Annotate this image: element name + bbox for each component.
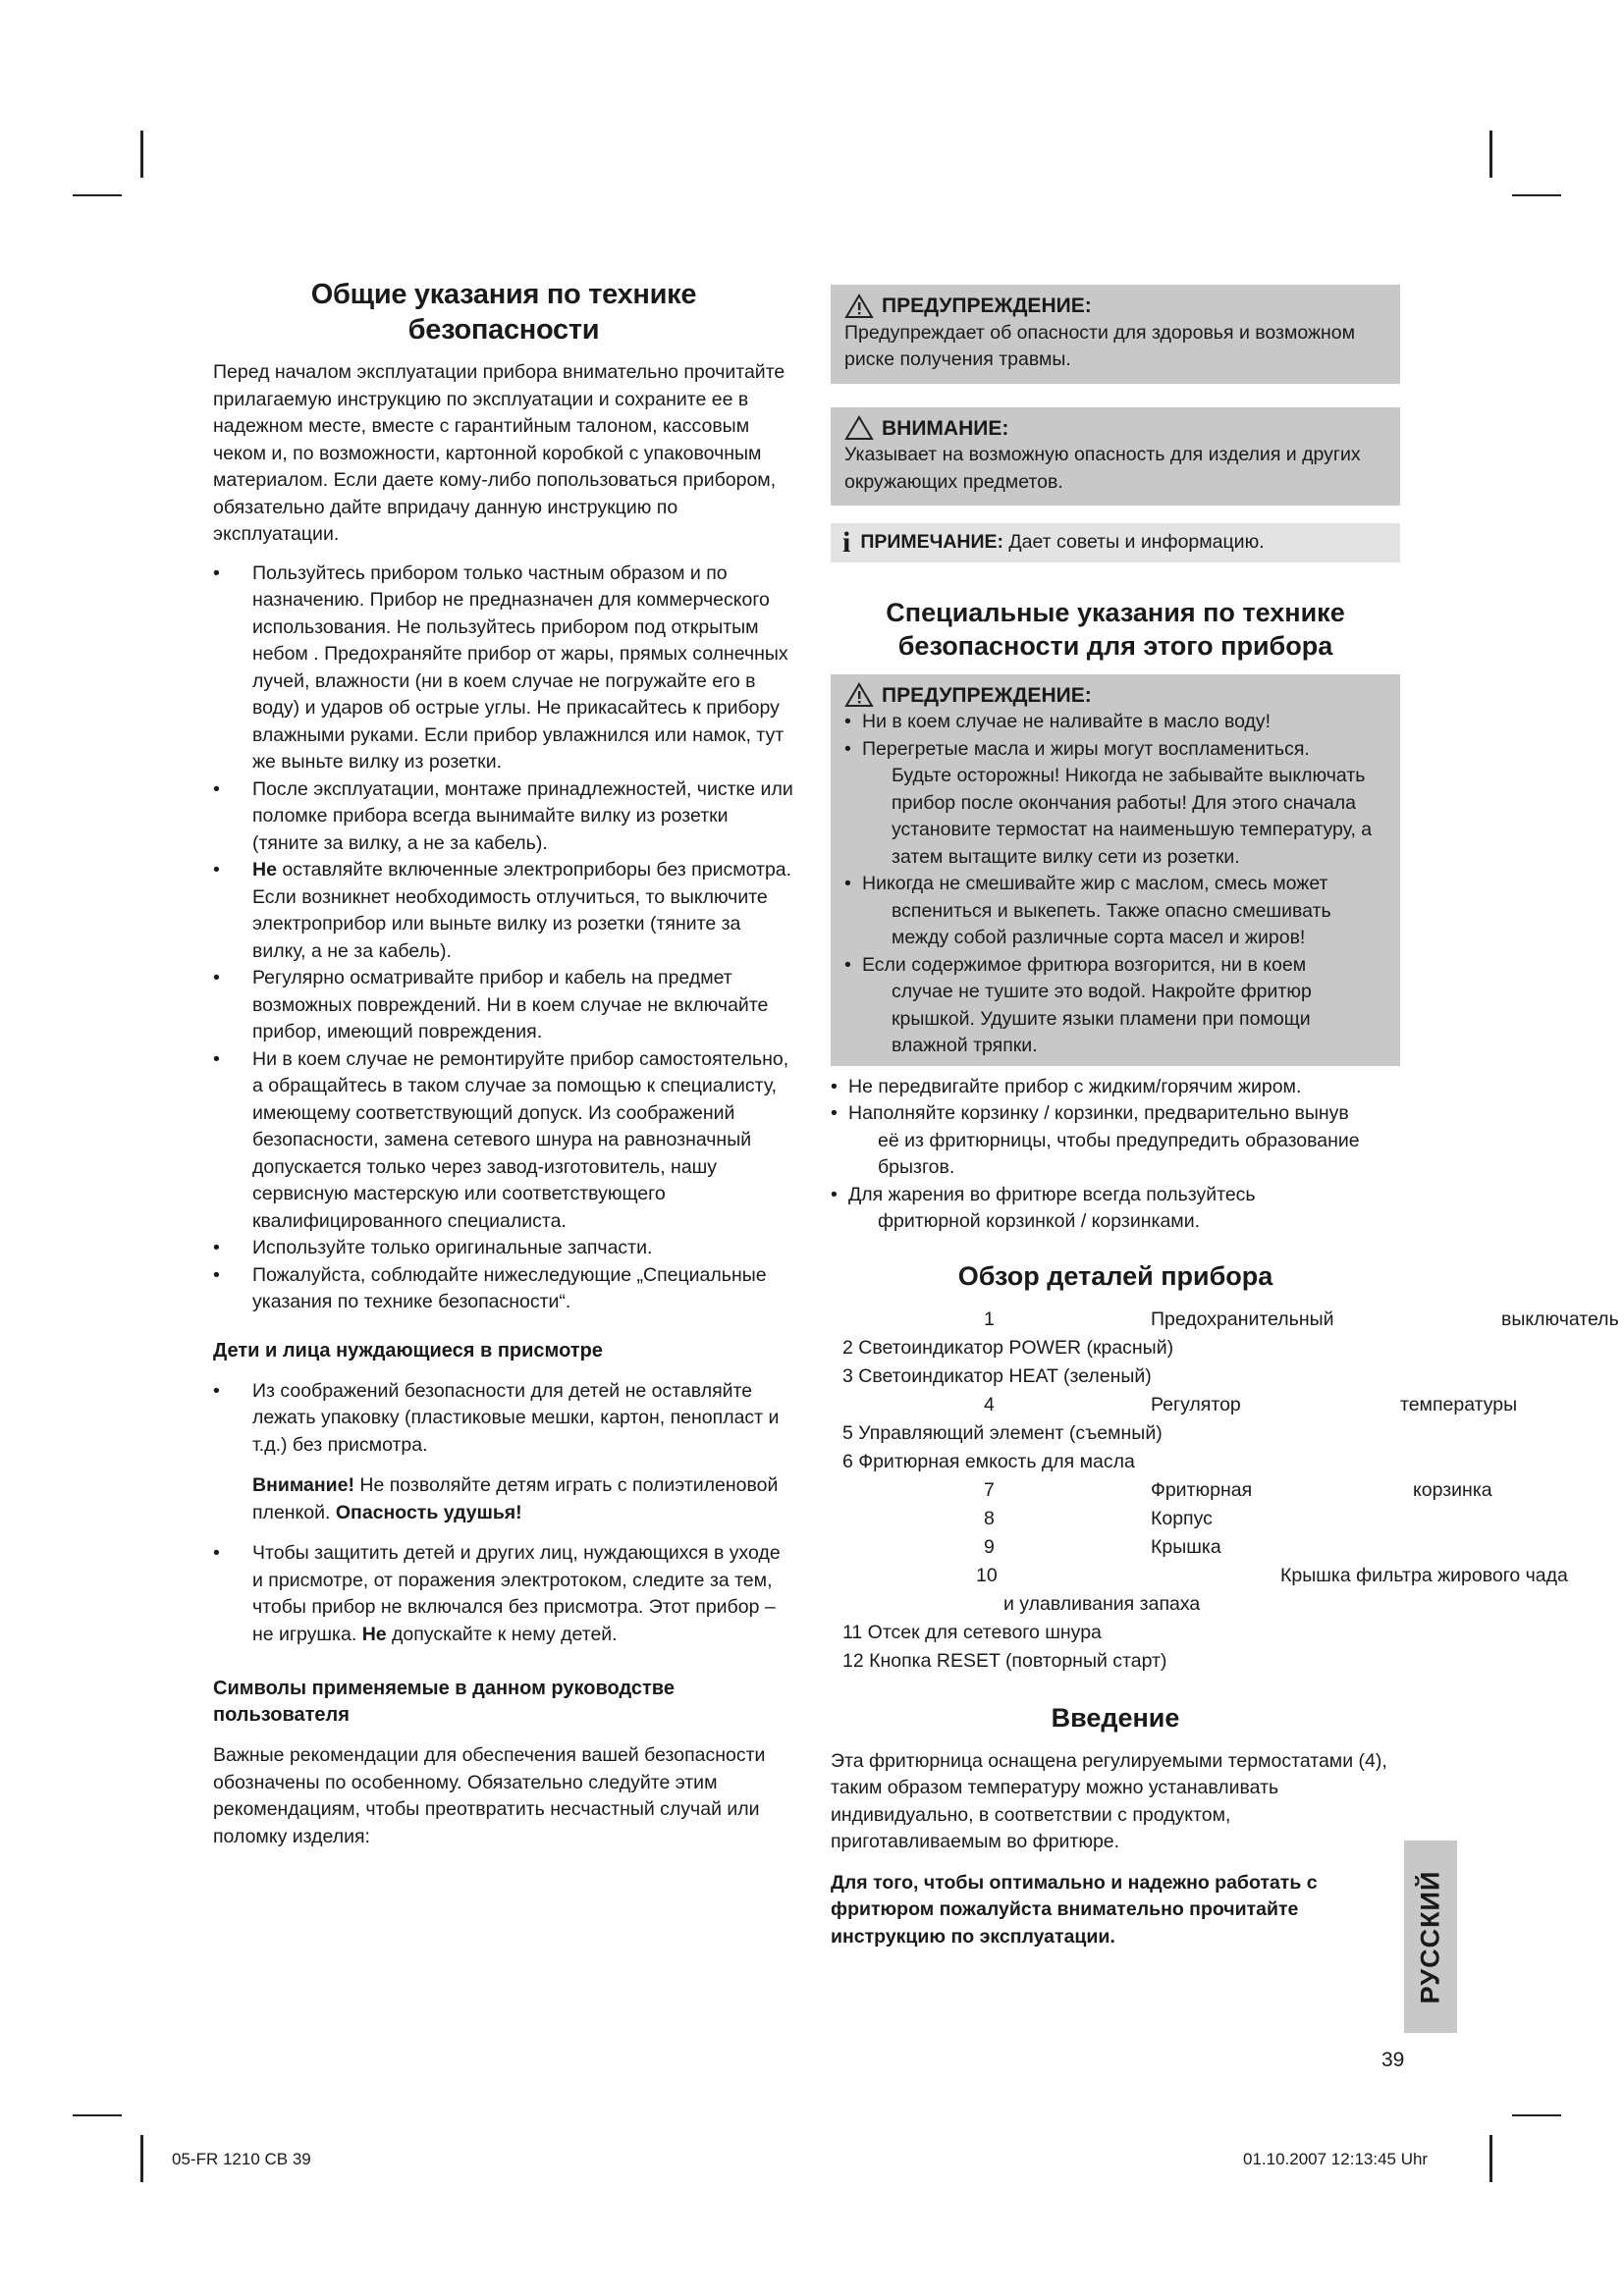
part-label: 5 Управляющий элемент (съемный) (842, 1421, 1163, 1444)
list-item-text: Если содержимое фритюра возгорится, ни в коем (862, 953, 1307, 976)
introduction-paragraph: Эта фритюрница оснащена регулируемыми термостатами (4), таким образом температуру можно устанавливать индивидуально, в соответствии с продуктом, приготавливаемым во фритюре. (831, 1749, 1387, 1852)
special-warning-title (844, 682, 1386, 710)
part-label: 6 Фритюрная емкость для масла (842, 1450, 1135, 1472)
parts-list (831, 1307, 1619, 1693)
attention-label: Внимание! (252, 1474, 354, 1496)
part-label: Регулятор (1151, 1393, 1241, 1415)
list-item (831, 1074, 1400, 1101)
footer-right: 01.10.2007 12:13:45 Uhr (1243, 2150, 1429, 2168)
list-item (213, 561, 794, 776)
caution-triangle-icon (844, 415, 874, 441)
crop-mark (73, 2114, 122, 2116)
attention-note (213, 1472, 794, 1526)
warning-title (844, 293, 1386, 320)
list-item (844, 871, 1386, 952)
symbols-paragraph: Важные рекомендации для обеспечения вашей безопасности обозначены по особенному. Обязательно следуйте этим рекомендациям, чтобы преотвратить несчастный случай или поломку изделия: (213, 1744, 766, 1847)
part-label: Крышка фильтра жирового чада (1280, 1564, 1568, 1586)
danger-text: Опасность удушья! (335, 1501, 522, 1523)
part-label: и улавливания запаха (1003, 1592, 1201, 1615)
list-item-continuation: вспениться и выкепеть. Также опасно смешивать между собой различные сорта масел и жиров! (892, 899, 1331, 948)
part-number: 10 (976, 1564, 998, 1586)
part-number: 8 (984, 1507, 995, 1529)
special-warning-title-text: ПРЕДУПРЕЖДЕНИЕ: (882, 683, 1092, 707)
intro-paragraph: Перед началом эксплуатации прибора внимательно прочитайте прилагаемую инструкцию по эксплуатации и сохраните ее в надежном месте, вместе с гарантийным талоном, кассовым чеком и, по возможности, картонной коробкой с упаковочным материалом. Если даете кому-либо попользоваться прибором, обязательно дайте впридачу данную инструкцию по эксплуатации. (213, 361, 785, 545)
caution-title (844, 415, 1386, 443)
list-item-continuation: её из фритюрницы, чтобы предупредить образование брызгов. (878, 1129, 1360, 1178)
part-label: Предохранительный (1151, 1308, 1334, 1330)
crop-mark (1489, 131, 1492, 178)
caution-box (831, 407, 1400, 507)
section-title-general-safety: Общие указания по технике безопасности (310, 279, 697, 346)
list-item-text: Чтобы защитить детей и других лиц, нуждающихся в уходе и присмотре, от поражения электротоком, следите за тем, чтобы прибор не включался без присмотра. Этот прибор – не игрушка. (252, 1542, 781, 1645)
list-item-text: оставляйте включенные электроприборы без присмотра. Если возникнет необходимость отлучиться, то выключите электроприбор или выньте вилку из розетки (тяните за вилку, а не за кабель). (252, 859, 792, 962)
part-number: 7 (984, 1478, 995, 1501)
crop-mark (1512, 2114, 1561, 2116)
list-item-text: Ни в коем случае не ремонтируйте прибор самостоятельно, а обращайтесь в таком случае за помощью к специалисту, имеющему соответствующий допуск. Из соображений безопасности, замена сетевого шнура на равнозначный допускается только через завод-изготовитель, нашу сервисную мастерскую или соответствующего квалифицированного специалиста. (252, 1047, 789, 1232)
list-item (213, 857, 794, 965)
part-label: Крышка (1151, 1535, 1221, 1558)
subheading-symbols: Символы применяемые в данном руководстве пользователя (213, 1678, 675, 1726)
footer-left: 05-FR 1210 CB 39 (172, 2150, 311, 2168)
part-number: 1 (984, 1308, 995, 1330)
part-label: температуры (1400, 1393, 1518, 1415)
list-item (831, 1100, 1400, 1182)
list-item-text: допускайте к нему детей. (386, 1623, 618, 1645)
note-text-wrap (860, 529, 1264, 557)
part-number: 9 (984, 1535, 995, 1558)
list-item (844, 736, 1386, 872)
list-item-text: Ни в коем случае не наливайте в масло воду! (862, 711, 1272, 732)
list-item (213, 1378, 794, 1460)
caution-text: Указывает на возможную опасность для изделия и других окружающих предметов. (844, 444, 1361, 493)
list-item (844, 709, 1386, 736)
fryer-handling-list (831, 1074, 1400, 1236)
list-item (844, 952, 1386, 1060)
part-label: 12 Кнопка RESET (повторный старт) (842, 1649, 1167, 1672)
info-icon: i (842, 525, 851, 559)
caution-title-text: ВНИМАНИЕ: (882, 416, 1009, 440)
warning-triangle-icon (844, 294, 874, 319)
note-title: ПРИМЕЧАНИЕ: (860, 531, 1004, 553)
introduction-title: Введение (1051, 1702, 1180, 1733)
warning-text: Предупреждает об опасности для здоровья и возможном риске получения травмы. (844, 321, 1356, 370)
list-item-text: После эксплуатации, монтаже принадлежностей, чистке или поломке прибора всегда вынимайте вилку из розетки (тяните за вилку, а не за кабель). (252, 777, 793, 854)
list-item-text: Для жарения во фритюре всегда пользуйтесь (848, 1183, 1256, 1205)
list-item-text: Пожалуйста, соблюдайте нижеследующие „Специальные указания по технике безопасности“. (252, 1263, 767, 1312)
subheading-children: Дети и лица нуждающиеся в присмотре (213, 1339, 603, 1362)
warning-box (831, 285, 1400, 384)
list-item (213, 965, 794, 1046)
special-warning-list (844, 709, 1386, 1060)
list-item-continuation: случае не тушите это водой. Накройте фритюр крышкой. Удушите языки пламени при помощи влажной тряпки. (892, 981, 1312, 1056)
crop-mark (140, 131, 143, 178)
special-title-line-1: Специальные указания по технике (886, 597, 1345, 627)
list-item-text: Пользуйтесь прибором только частным образом и по назначению. Прибор не предназначен для коммерческого использования. Не пользуйтесь прибором под открытым небом . Предохраняйте прибор от жары, прямых солнечных лучей, влажности (ни в коем случае не погружайте его в воду) и ударов об острые углы. Не прикасайтесь к прибору влажными руками. Если прибор увлажнился или намок, тут же выньте вилку из розетки. (252, 561, 788, 773)
list-item (213, 1046, 794, 1236)
children-list (213, 1378, 794, 1460)
special-title (831, 596, 1400, 663)
list-item (213, 776, 794, 858)
part-label: выключатель (1501, 1308, 1619, 1330)
list-item (213, 1262, 794, 1316)
list-item-text: Никогда не смешивайте жир с маслом, смесь может (862, 873, 1328, 894)
emphasis-text: Не (252, 859, 277, 881)
list-item (213, 1235, 794, 1262)
special-title-line-2: безопасности для этого прибора (897, 630, 1333, 661)
list-item-text: Используйте только оригинальные запчасти. (252, 1237, 653, 1258)
left-column (213, 277, 794, 1850)
language-tab (1404, 1841, 1457, 2033)
special-warning-box (831, 674, 1400, 1066)
list-item-continuation: фритюрной корзинкой / корзинками. (878, 1210, 1201, 1232)
part-label: корзинка (1413, 1478, 1492, 1501)
note-line (831, 523, 1400, 562)
part-number: 4 (984, 1393, 995, 1415)
list-item-text: Регулярно осматривайте прибор и кабель на предмет возможных повреждений. Ни в коем случае не включайте прибор, имеющий повреждения. (252, 967, 769, 1042)
safety-list (213, 561, 794, 1316)
page-number: 39 (1381, 2049, 1405, 2071)
crop-mark (1512, 194, 1561, 196)
emphasis-text: Не (361, 1623, 387, 1645)
crop-mark (140, 2135, 143, 2182)
part-label: Корпус (1151, 1507, 1213, 1529)
note-text: Дает советы и информацию. (1003, 531, 1265, 553)
list-item-text: Перегретые масла и жиры могут воспламениться. (862, 737, 1310, 760)
list-item-text: Наполняйте корзинку / корзинки, предварительно вынув (848, 1102, 1349, 1124)
list-item-continuation: Будьте осторожны! Никогда не забывайте выключать прибор после окончания работы! Для этого сначала установите термостат на наименьшую температуру, а затем вытащите вилку сети из розетки. (892, 765, 1373, 868)
warning-title-text: ПРЕДУПРЕЖДЕНИЕ: (882, 294, 1092, 317)
children-list-2 (213, 1540, 794, 1648)
crop-mark (1489, 2135, 1492, 2182)
part-label: Фритюрная (1151, 1478, 1253, 1501)
list-item (831, 1182, 1400, 1236)
list-item-text: Из соображений безопасности для детей не оставляйте лежать упаковку (пластиковые мешки, картон, пенопласт и т.д.) без присмотра. (252, 1379, 780, 1456)
attention-text: Не позволяйте детям играть с полиэтиленовой пленкой. (252, 1474, 779, 1523)
part-label: 11 Отсек для сетевого шнура (842, 1621, 1102, 1643)
parts-overview-title: Обзор деталей прибора (957, 1260, 1273, 1291)
list-item-text: Не передвигайте прибор с жидким/горячим жиром. (848, 1075, 1302, 1097)
list-item (213, 1540, 794, 1648)
warning-triangle-icon (844, 682, 874, 708)
language-tab-label: РУССКИЙ (1415, 1870, 1445, 2003)
crop-mark (73, 194, 122, 196)
introduction-bold-paragraph: Для того, чтобы оптимально и надежно работать с фритюром пожалуйста внимательно прочитайте инструкцию по эксплуатации. (831, 1871, 1318, 1948)
part-label: 3 Светоиндикатор HEAT (зеленый) (842, 1364, 1152, 1387)
part-label: 2 Светоиндикатор POWER (красный) (842, 1336, 1174, 1359)
